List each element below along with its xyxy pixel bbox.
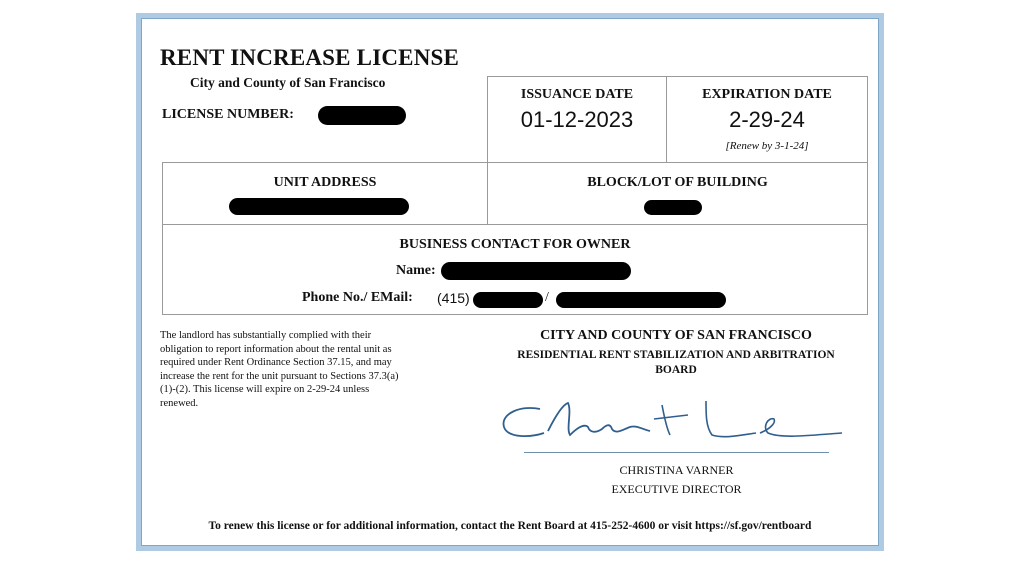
license-number-redaction [318,106,406,125]
owner-name-redaction [441,262,631,280]
statement-line: required under Rent Ordinance Section 37.15, and may [160,357,392,369]
business-contact-box [162,224,868,315]
renew-by-note: [Renew by 3-1-24] [725,140,809,152]
statement-line: The landlord has substantially complied with their [160,330,372,341]
email-redaction [556,292,726,308]
block-lot-box [487,162,868,225]
business-contact-heading: BUSINESS CONTACT FOR OWNER [399,237,631,252]
director-signature [492,389,872,451]
block-lot-redaction [644,200,702,215]
renewal-footer: To renew this license or for additional information, contact the Rent Board at 415-252-4600 or visit https://sf.gov/rentboard [208,520,812,532]
issuance-date-value: 01-12-2023 [520,107,634,132]
expiration-date-box [666,76,868,163]
unit-address-box [162,162,488,225]
phone-email-label: Phone No./ EMail: [302,290,413,305]
issuance-date-label: ISSUANCE DATE [520,87,634,102]
board-name-line: BOARD [655,364,697,376]
board-name-line: RESIDENTIAL RENT STABILIZATION AND ARBITRATION [517,349,835,361]
unit-address-redaction [229,198,409,215]
phone-email-separator: / [545,290,549,305]
license-subtitle: City and County of San Francisco [190,75,386,90]
statement-line: renewed. [160,397,199,409]
license-title: RENT INCREASE LICENSE [160,45,460,70]
signature-line [524,452,829,453]
license-number-label: LICENSE NUMBER: [162,107,294,122]
phone-area-code: (415) [437,290,470,306]
expiration-date-label: EXPIRATION DATE [702,87,832,102]
board-name [482,348,870,378]
statement-line: (1)-(2). This license will expire on 2-29-24 unless [160,384,370,396]
block-lot-label: BLOCK/LOT OF BUILDING [587,175,768,190]
owner-name-label: Name: [396,263,436,278]
unit-address-label: UNIT ADDRESS [273,175,377,190]
statement-line: increase the rent for the unit pursuant to Sections 37.3(a) [160,370,399,382]
expiration-date-value: 2-29-24 [729,107,805,132]
signatory-title: EXECUTIVE DIRECTOR [611,482,742,496]
signatory-name: CHRISTINA VARNER [619,463,734,477]
board-city-heading: CITY AND COUNTY OF SAN FRANCISCO [540,328,812,343]
issuance-date-box [487,76,667,163]
statement-line: obligation to report information about the rental unit as [160,343,392,355]
phone-redaction [473,292,543,308]
compliance-statement [160,329,470,411]
license-card [136,13,884,551]
